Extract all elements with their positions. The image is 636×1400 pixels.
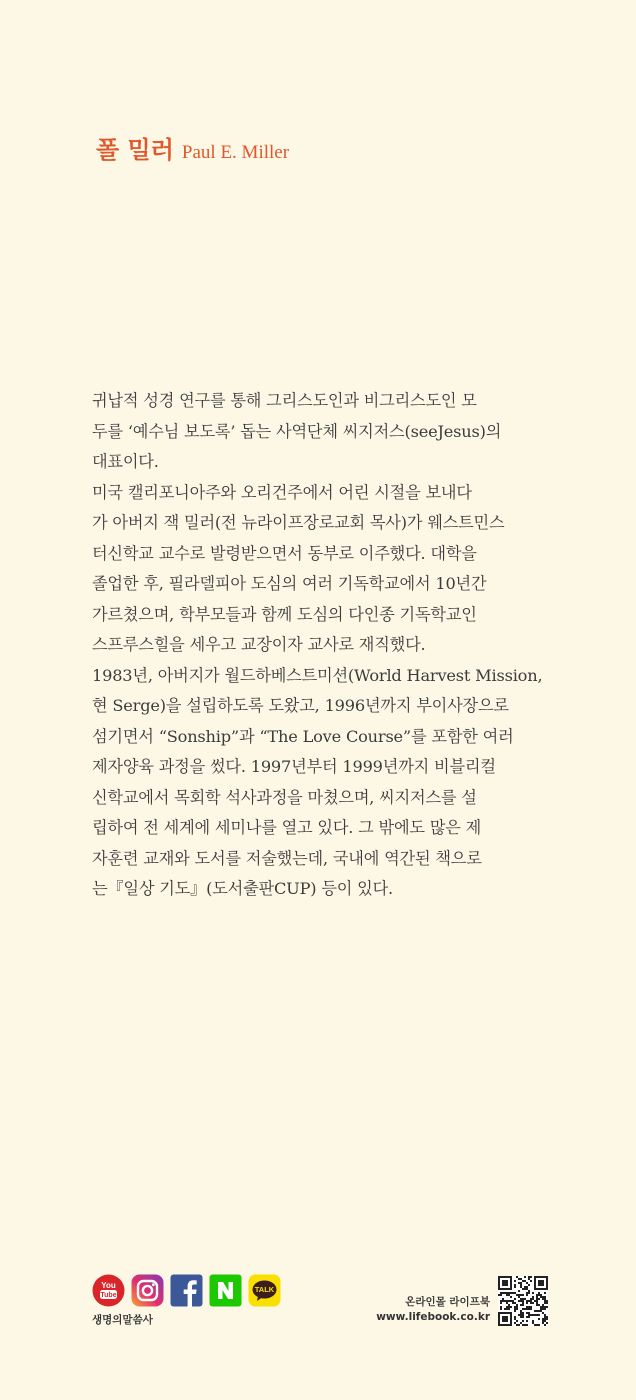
- bio-line: 는『일상 기도』(도서출판CUP) 등이 있다.: [92, 879, 393, 898]
- svg-text:TALK: TALK: [254, 1285, 275, 1295]
- publisher-name: 생명의말씀사: [92, 1314, 153, 1326]
- svg-text:You: You: [101, 1281, 116, 1290]
- author-heading: [96, 130, 289, 165]
- bio-line: 섬기면서 “Sonship”과 “The Love Course”를 포함한 여러: [92, 726, 514, 746]
- bio-line: 자훈련 교재와 도서를 저술했는데, 국내에 역간된 책으로: [92, 848, 482, 868]
- qr-code-icon[interactable]: [498, 1276, 548, 1326]
- naver-icon[interactable]: [209, 1274, 242, 1307]
- author-name-english: Paul E. Miller: [181, 142, 290, 163]
- shop-label: 온라인몰 라이프북: [405, 1296, 490, 1308]
- sns-icon-row: [92, 1274, 281, 1307]
- shop-url-link[interactable]: www.lifebook.co.kr: [376, 1311, 490, 1323]
- instagram-icon[interactable]: [131, 1274, 164, 1307]
- bio-line: 미국 캘리포니아주와 오리건주에서 어린 시절을 보내다: [92, 482, 472, 502]
- bio-line: 가르쳤으며, 학부모들과 함께 도심의 다인종 기독학교인: [92, 604, 477, 624]
- bio-line: 두를 ‘예수님 보도록’ 돕는 사역단체 씨지저스(seeJesus)의: [92, 421, 502, 441]
- bio-line: 1983년, 아버지가 월드하베스트미션(World Harvest Mission,: [92, 665, 543, 685]
- publisher-sns-block: [92, 1274, 281, 1327]
- bio-line: 대표이다.: [92, 452, 159, 471]
- svg-text:Tube: Tube: [100, 1292, 117, 1299]
- bio-line: 터신학교 교수로 발령받으면서 동부로 이주했다. 대학을: [92, 543, 477, 563]
- youtube-icon[interactable]: [92, 1274, 125, 1307]
- facebook-icon[interactable]: [170, 1274, 203, 1307]
- bio-line: 제자양육 과정을 썼다. 1997년부터 1999년까지 비블리컬: [92, 757, 496, 776]
- bio-line: 립하여 전 세계에 세미나를 열고 있다. 그 밖에도 많은 제: [92, 818, 482, 837]
- author-biography: [92, 386, 554, 905]
- online-shop-block: [376, 1276, 548, 1326]
- author-name-korean: 폴 밀러: [96, 136, 174, 164]
- bio-line: 졸업한 후, 필라델피아 도심의 여러 기독학교에서 10년간: [92, 574, 487, 593]
- bio-line: 현 Serge)을 설립하도록 도왔고, 1996년까지 부이사장으로: [92, 696, 509, 715]
- bio-line: 스프루스힐을 세우고 교장이자 교사로 재직했다.: [92, 635, 426, 654]
- bio-line: 귀납적 성경 연구를 통해 그리스도인과 비그리스도인 모: [92, 391, 477, 410]
- bio-line: 가 아버지 잭 밀러(전 뉴라이프장로교회 목사)가 웨스트민스: [92, 513, 505, 532]
- bio-line: 신학교에서 목회학 석사과정을 마쳤으며, 씨지저스를 설: [92, 787, 477, 807]
- kakaotalk-icon[interactable]: [248, 1274, 281, 1307]
